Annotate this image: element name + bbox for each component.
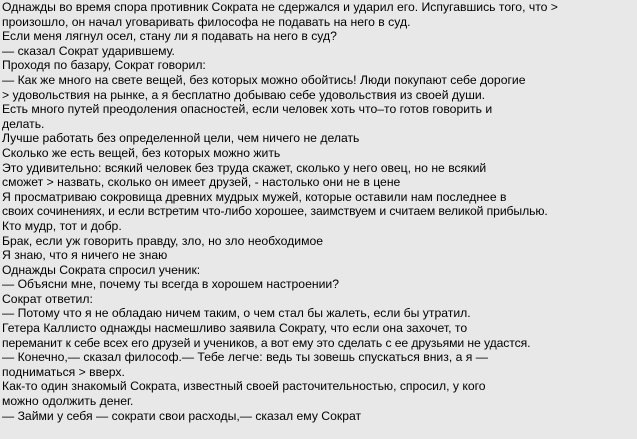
text-line: подниматься > вверх. xyxy=(2,364,125,379)
text-line: Однажды во время спора противник Сократа не сдержался и ударил его. Испугавшись того, что > xyxy=(2,0,558,14)
text-line: Я знаю, что я ничего не знаю xyxy=(2,248,168,263)
text-line: Гетера Каллисто однажды насмешливо заявила Сократу, что если она захочет, то xyxy=(2,321,468,336)
text-line: Сколько же есть вещей, без которых можно жить xyxy=(2,145,281,160)
text-line: сможет > назвать, сколько он имеет друзей, - настолько они не в цене xyxy=(2,175,401,190)
text-line: Если меня лягнул осел, стану ли я подавать на него в суд? xyxy=(2,29,337,44)
text-line: Сократ ответил: xyxy=(2,291,93,306)
text-line: — Объясни мне, почему ты всегда в хорошем настроении? xyxy=(2,277,339,292)
text-line: Есть много путей преодоления опасностей, если человек хоть что–то готов говорить и xyxy=(2,102,493,117)
text-line: Лучше работать без определенной цели, чем ничего не делать xyxy=(2,131,360,146)
text-line: произошло, он начал уговаривать философа не подавать на него в суд. xyxy=(2,14,411,29)
text-line: можно одолжить денег. xyxy=(2,394,134,409)
text-line: делать. xyxy=(2,116,45,131)
text-line: — Как же много на свете вещей, без которых можно обойтись! Люди покупают себе дорогие xyxy=(2,72,526,87)
text-line: своих сочинениях, и если встретим что-либо хорошее, заимствуем и считаем великой прибылью. xyxy=(2,204,548,219)
text-line: переманит к себе всех его друзей и учеников, а вот ему это сделать с ее друзьями не удастся. xyxy=(2,335,531,350)
text-line: — Конечно,— сказал философ.— Тебе легче: ведь ты зовешь спускаться вниз, а я — xyxy=(2,350,488,365)
text-line: Я просматриваю сокровища древних мудрых мужей, которые оставили нам последнее в xyxy=(2,189,507,204)
text-line: — Займи у себя — сократи свои расходы,— сказал ему Сократ xyxy=(2,408,362,423)
text-line: Как-то один знакомый Сократа, известный своей расточительностью, спросил, у кого xyxy=(2,379,486,394)
text-line: Проходя по базару, Сократ говорил: xyxy=(2,58,206,73)
text-line: Однажды Сократа спросил ученик: xyxy=(2,262,201,277)
text-line: Кто мудр, тот и добр. xyxy=(2,218,122,233)
text-line: > удовольствия на рынке, а я бесплатно добываю себе удовольствия из своей души. xyxy=(2,87,486,102)
text-line: Это удивительно: всякий человек без труда скажет, сколько у него овец, но не всякий xyxy=(2,160,487,175)
text-line: — Потому что я не обладаю ничем таким, о чем стал бы жалеть, если бы утратил. xyxy=(2,306,471,321)
text-line: Брак, если уж говорить правду, зло, но зло необходимое xyxy=(2,233,324,248)
text-line: — сказал Сократ ударившему. xyxy=(2,43,175,58)
